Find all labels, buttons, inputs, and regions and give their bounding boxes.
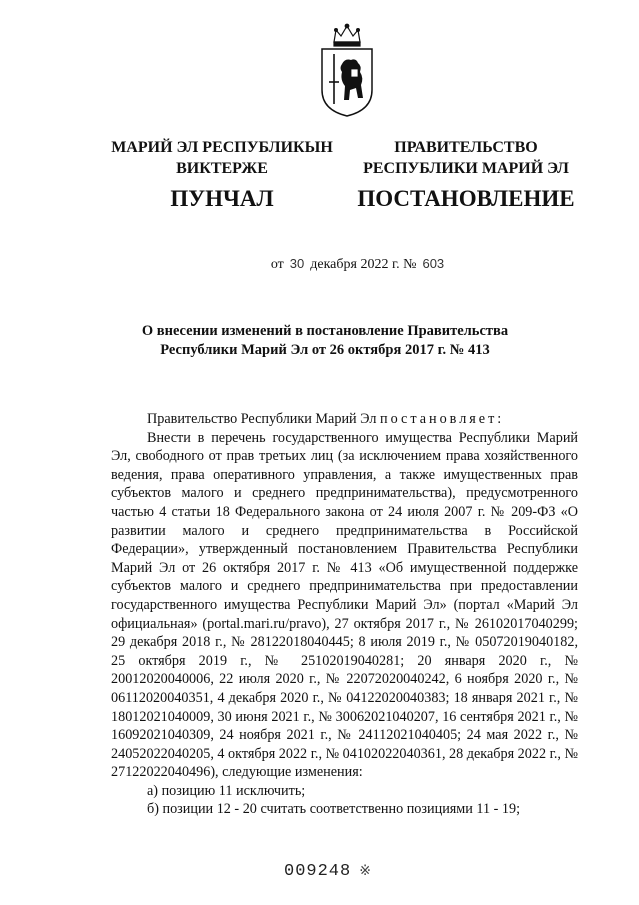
coat-of-arms-emblem	[318, 22, 376, 118]
date-prefix: от	[270, 257, 284, 272]
document-body	[111, 410, 578, 819]
header-right-line1: ПРАВИТЕЛЬСТВО	[394, 139, 538, 156]
stamp-mark-icon: ※	[359, 863, 372, 879]
header-right-line2: РЕСПУБЛИКИ МАРИЙ ЭЛ	[363, 160, 569, 177]
item-b: б) позиции 12 - 20 считать соответственно позициями 11 - 19;	[147, 801, 521, 818]
document-number: 603	[422, 256, 445, 271]
header-left-title: ПУНЧАЛ	[170, 186, 274, 211]
header-left-line2: ВИКТЕРЖЕ	[176, 160, 268, 177]
crown-icon	[334, 24, 360, 46]
intro-spaced: постановляет:	[379, 411, 505, 427]
header-left-line1: МАРИЙ ЭЛ РЕСПУБЛИКЫН	[111, 139, 333, 156]
intro-prefix: Правительство Республики Марий Эл	[147, 411, 380, 427]
title-line2: Республики Марий Эл от 26 октября 2017 г. № 413	[160, 342, 490, 358]
small-shield-icon	[351, 69, 358, 77]
intro-paragraph	[111, 410, 578, 429]
item-a: а) позицию 11 исключить;	[147, 782, 306, 799]
main-paragraph: Внести в перечень государственного имущества Республики Марий Эл, свободного от прав третьих лиц (за исключением права хозяйственного ведения, права оперативного управления, а также имущественных прав субъектов малого и среднего предпринимательства), предусмотренного частью 4 статьи 18 Федерального закона от 24 июля 2007 г. № 209-ФЗ «О развитии малого и среднего предпринимательства в Российской Федерации», утвержденный постановлением Правительства Республики Марий Эл от 26 октября 2017 г. № 413 «Об имущественной поддержке субъектов малого и среднего предпринимательства при предоставлении государственного имущества Республики Марий Эл» (портал «Марий Эл официальная» (portal.mari.ru/pravo), 27 октября 2017 г., № 26102017040299; 29 декабря 2018 г., № 28122018040445; 8 июля 2019 г., № 05072019040182, 25 октября 2019 г., № 25102019040281; 20 января 2020 г., № 20012020040006, 22 июля 2020 г., № 22072020040242, 6 ноября 2020 г., № 06112020040351, 4 декабря 2020 г., № 04122020040383; 18 января 2021 г., № 18012021040009, 30 июня 2021 г., № 30062021040207, 16 сентября 2021 г., № 16092021040309, 24 ноября 2021 г., № 24112021040405; 24 мая 2022 г., № 24052022040205, 4 октября 2022 г., № 04102022040361, 28 декабря 2022 г., № 27122022040496), следующие изменения:	[111, 429, 578, 781]
date-day: 30	[289, 256, 305, 271]
serial-stamp	[284, 862, 372, 881]
header-right-title: ПОСТАНОВЛЕНИЕ	[357, 186, 575, 211]
document-date-line	[0, 255, 639, 274]
header-right	[352, 137, 580, 213]
date-rest: декабря 2022 г. №	[310, 257, 417, 272]
title-line1: О внесении изменений в постановление Правительства	[141, 323, 509, 339]
document-title	[110, 322, 540, 360]
serial-number: 009248	[284, 862, 352, 881]
header-left	[105, 137, 339, 213]
